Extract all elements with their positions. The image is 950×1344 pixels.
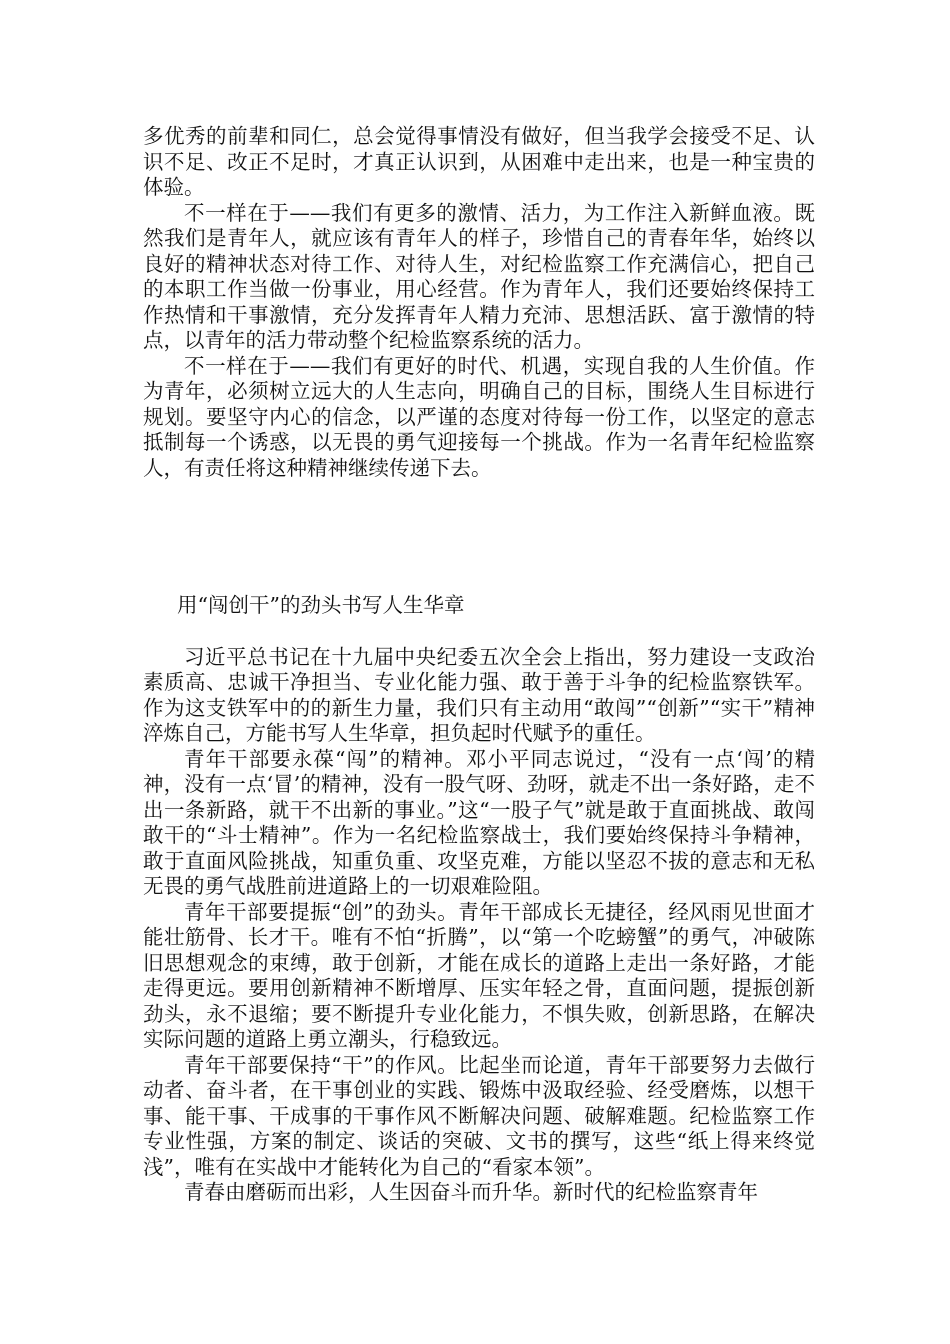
section-paragraph-2: 青年干部要永葆“闯”的精神。邓小平同志说过，“没有一点‘闯’的精神，没有一点‘冒’的精神，没有一股气呀、劲呀，就走不出一条好路，走不出一条新路，就干不出新的事业。”这“一股子气”就是敢于直面挑战、敢闯敢干的“斗士精神”。作为一名纪检监察战士，我们要始终保持斗争精神，敢于直面风险挑战，知重负重、攻坚克难，方能以坚忍不拔的意志和无私无畏的勇气战胜前进道路上的一切艰难险阻。 — [143, 746, 815, 898]
intro-paragraph-2: 不一样在于——我们有更多的激情、活力，为工作注入新鲜血液。既然我们是青年人，就应该有青年人的样子，珍惜自己的青春年华，始终以良好的精神状态对待工作、对待人生，对纪检监察工作充满信心，把自己的本职工作当做一份事业，用心经营。作为青年人，我们还要始终保持工作热情和干事激情，充分发挥青年人精力充沛、思想活跃、富于激情的特点，以青年的活力带动整个纪检监察系统的活力。 — [143, 200, 815, 352]
section-paragraph-5: 青春由磨砺而出彩，人生因奋斗而升华。新时代的纪检监察青年 — [184, 1180, 758, 1204]
document-page — [143, 124, 815, 1206]
intro-paragraph-3: 不一样在于——我们有更好的时代、机遇，实现自我的人生价值。作为青年，必须树立远大的人生志向，明确自己的目标，围绕人生目标进行规划。要坚守内心的信念，以严谨的态度对待每一份工作，以坚定的意志抵制每一个诱惑，以无畏的勇气迎接每一个挑战。作为一名青年纪检监察人，有责任将这种精神继续传递下去。 — [143, 353, 815, 480]
title-gap — [143, 619, 815, 645]
section-paragraph-4: 青年干部要保持“干”的作风。比起坐而论道，青年干部要努力去做行动者、奋斗者，在干事创业的实践、锻炼中汲取经验、经受磨炼，以想干事、能干事、干成事的干事作风不断解决问题、破解难题。纪检监察工作专业性强，方案的制定、谈话的突破、文书的撰写，这些“纸上得来终觉浅”，唯有在实战中才能转化为自己的“看家本领”。 — [143, 1052, 815, 1179]
section-gap — [143, 481, 815, 593]
section-paragraph-3: 青年干部要提振“创”的劲头。青年干部成长无捷径，经风雨见世面才能壮筋骨、长才干。唯有不怕“折腾”，以“第一个吃螃蟹”的勇气，冲破陈旧思想观念的束缚，敢于创新，才能在成长的道路上走出一条好路，才能走得更远。要用创新精神不断增厚、压实年轻之骨，直面问题，提振创新劲头，永不退缩；要不断提升专业化能力，不惧失败，创新思路，在解决实际问题的道路上勇立潮头，行稳致远。 — [143, 899, 815, 1051]
intro-paragraph-1: 多优秀的前辈和同仁，总会觉得事情没有做好，但当我学会接受不足、认识不足、改正不足时，才真正认识到，从困难中走出来，也是一种宝贵的体验。 — [143, 124, 815, 199]
section-title: 用“闯创干”的劲头书写人生华章 — [177, 593, 465, 617]
section-paragraph-1: 习近平总书记在十九届中央纪委五次全会上指出，努力建设一支政治素质高、忠诚干净担当、专业化能力强、敢于善于斗争的纪检监察铁军。作为这支铁军中的的新生力量，我们只有主动用“敢闯”“创新”“实干”精神淬炼自己，方能书写人生华章，担负起时代赋予的重任。 — [143, 644, 815, 745]
